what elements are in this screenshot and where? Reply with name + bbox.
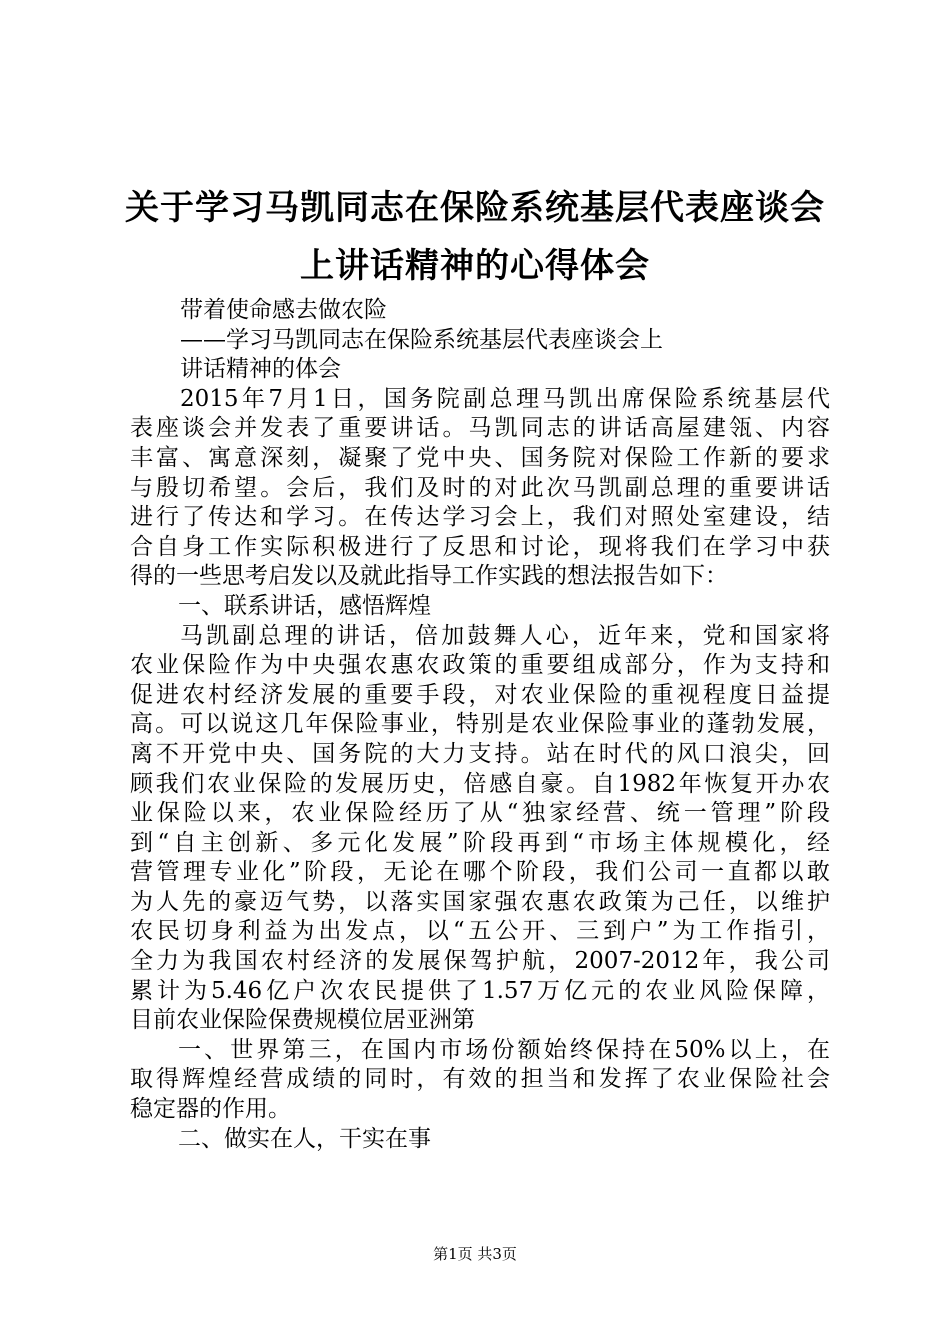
paragraph-line: 高。可以说这几年保险事业，特别是农业保险事业的蓬勃发展， (130, 711, 830, 738)
subtitle-line: 讲话精神的体会 (180, 356, 341, 383)
paragraph-line: 目前农业保险保费规模位居亚洲第 (130, 1007, 475, 1034)
paragraph-line: 农业保险作为中央强农惠农政策的重要组成部分，作为支持和 (130, 652, 830, 679)
paragraph-line: 稳定器的作用。 (130, 1096, 291, 1123)
section-heading: 二、做实在人，干实在事 (178, 1125, 431, 1152)
paragraph-line: 得的一些思考启发以及就此指导工作实践的想法报告如下： (130, 563, 728, 590)
section-heading: 一、联系讲话，感悟辉煌 (178, 592, 431, 619)
paragraph-line: 顾我们农业保险的发展历史，倍感自豪。自1982年恢复开办农 (130, 770, 830, 797)
paragraph-line: 全力为我国农村经济的发展保驾护航，2007-2012年，我公司 (130, 948, 830, 975)
page-footer: 第1页 共3页 (433, 1245, 517, 1263)
paragraph-line: 促进农村经济发展的重要手段，对农业保险的重视程度日益提 (130, 681, 830, 708)
paragraph-line: 马凯副总理的讲话，倍加鼓舞人心，近年来，党和国家将 (180, 622, 830, 649)
paragraph-line: 到“自主创新、多元化发展”阶段再到“市场主体规模化，经 (130, 829, 830, 856)
paragraph-line: 离不开党中央、国务院的大力支持。站在时代的风口浪尖，回 (130, 740, 830, 767)
subtitle-line: 带着使命感去做农险 (180, 297, 387, 323)
paragraph-line: 2015年7月1日，国务院副总理马凯出席保险系统基层代 (180, 385, 830, 412)
paragraph-line: 丰富、寓意深刻，凝聚了党中央、国务院对保险工作新的要求 (130, 444, 830, 471)
paragraph-line: 一、世界第三，在国内市场份额始终保持在50%以上，在 (178, 1036, 830, 1063)
paragraph-line: 表座谈会并发表了重要讲话。马凯同志的讲话高屋建瓴、内容 (130, 415, 830, 442)
document-title-line-1: 关于学习马凯同志在保险系统基层代表座谈会 (125, 188, 825, 228)
paragraph-line: 业保险以来，农业保险经历了从“独家经营、统一管理”阶段 (130, 800, 830, 827)
document-body (130, 296, 830, 1154)
paragraph-line: 为人先的豪迈气势，以落实国家强农惠农政策为己任，以维护 (130, 888, 830, 915)
document-title-line-2: 上讲话精神的心得体会 (300, 246, 650, 286)
paragraph-line: 合自身工作实际积极进行了反思和讨论，现将我们在学习中获 (130, 533, 830, 560)
paragraph-line: 进行了传达和学习。在传达学习会上，我们对照处室建设，结 (130, 504, 830, 531)
paragraph-line: 营管理专业化”阶段，无论在哪个阶段，我们公司一直都以敢 (130, 859, 830, 886)
paragraph-line: 累计为5.46亿户次农民提供了1.57万亿元的农业风险保障， (130, 977, 830, 1004)
paragraph-line: 取得辉煌经营成绩的同时，有效的担当和发挥了农业保险社会 (130, 1066, 830, 1093)
paragraph-line: 与殷切希望。会后，我们及时的对此次马凯副总理的重要讲话 (130, 474, 830, 501)
subtitle-line: ——学习马凯同志在保险系统基层代表座谈会上 (180, 326, 663, 353)
paragraph-line: 农民切身利益为出发点，以“五公开、三到户”为工作指引， (130, 918, 830, 945)
